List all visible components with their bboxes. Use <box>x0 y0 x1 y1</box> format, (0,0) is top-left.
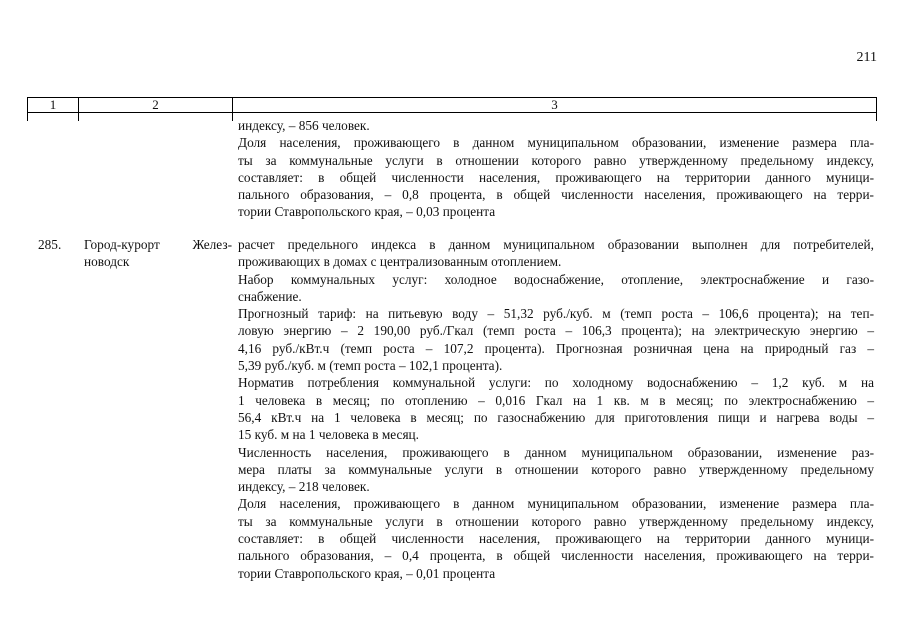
text-line: составляет: в общей численности населения, проживающего на территории данного муници- <box>238 531 874 547</box>
entry-name-line-2: новодск <box>84 254 130 270</box>
header-col-1: 1 <box>28 98 79 112</box>
text-line: тории Ставропольского края, – 0,03 процента <box>238 204 496 220</box>
text-line: проживающих в домах с централизованным отоплением. <box>238 254 562 270</box>
text-line: ловую энергию – 2 190,00 руб./Гкал (темп роста – 106,3 процента); на электрическую энергию – <box>238 323 874 339</box>
text-line: 56,4 кВт.ч на 1 человека в месяц; по газоснабжению для приготовления пищи и нагрева воды – <box>238 409 874 425</box>
text-line: расчет предельного индекса в данном муниципальном образовании выполнен для потребителей, <box>238 237 874 252</box>
text-line: Прогнозный тариф: на питьевую воду – 51,32 руб./куб. м (темп роста – 106,6 процента); на теп- <box>238 306 874 322</box>
header-col-3: 3 <box>551 97 558 112</box>
text-line: индексу, – 218 человек. <box>238 479 370 495</box>
table-border-left <box>27 113 28 121</box>
entry-number: 285. <box>38 237 62 252</box>
table-header <box>27 97 877 113</box>
text-line: индексу, – 856 человек. <box>238 118 370 133</box>
text-line: пального образования, – 0,4 процента, в общей численности населения, проживающего на терри- <box>238 548 874 564</box>
entry-text-block <box>238 236 874 582</box>
text-line: мера платы за коммунальные услуги в отношении которого равно утвержденному предельному <box>238 461 874 477</box>
header-col-2: 2 <box>79 98 233 112</box>
table-border-col2 <box>232 113 233 121</box>
entry-name <box>84 236 232 271</box>
continued-text-block <box>238 117 874 221</box>
text-line: Доля населения, проживающего в данном муниципальном образовании, изменение размера пла- <box>238 496 874 512</box>
page-number: 211 <box>856 50 877 65</box>
text-line: 5,39 руб./куб. м (темп роста – 102,1 процента). <box>238 358 503 374</box>
table-border-col1 <box>78 113 79 121</box>
text-line: Норматив потребления коммунальной услуги: по холодному водоснабжению – 1,2 куб. м на <box>238 375 874 391</box>
text-line: составляет: в общей численности населения, проживающего на территории данного муници- <box>238 169 874 185</box>
text-line: тории Ставропольского края, – 0,01 процента <box>238 565 496 581</box>
entry-name-line-1: Город-курорт Желез- <box>84 237 232 252</box>
text-line: 15 куб. м на 1 человека в месяц. <box>238 427 420 443</box>
text-line: ты за коммунальные услуги в отношении которого равно утвержденному предельному индексу, <box>238 513 874 529</box>
text-line: Набор коммунальных услуг: холодное водоснабжение, отопление, электроснабжение и газо- <box>238 271 874 287</box>
text-line: ты за коммунальные услуги в отношении которого равно утвержденному предельному индексу, <box>238 152 874 168</box>
text-line: Доля населения, проживающего в данном муниципальном образовании, изменение размера пла- <box>238 135 874 151</box>
table-border-right <box>876 113 877 121</box>
text-line: 4,16 руб./кВт.ч (темп роста – 107,2 процента). Прогнозная розничная цена на природный газ – <box>238 340 874 356</box>
text-line: снабжение. <box>238 288 302 304</box>
text-line: 1 человека в месяц; по отоплению – 0,016 Гкал на 1 кв. м в месяц; по электроснабжению – <box>238 392 874 408</box>
text-line: пального образования, – 0,8 процента, в общей численности населения, проживающего на терри- <box>238 187 874 203</box>
text-line: Численность населения, проживающего в данном муниципальном образовании, изменение раз- <box>238 444 874 460</box>
